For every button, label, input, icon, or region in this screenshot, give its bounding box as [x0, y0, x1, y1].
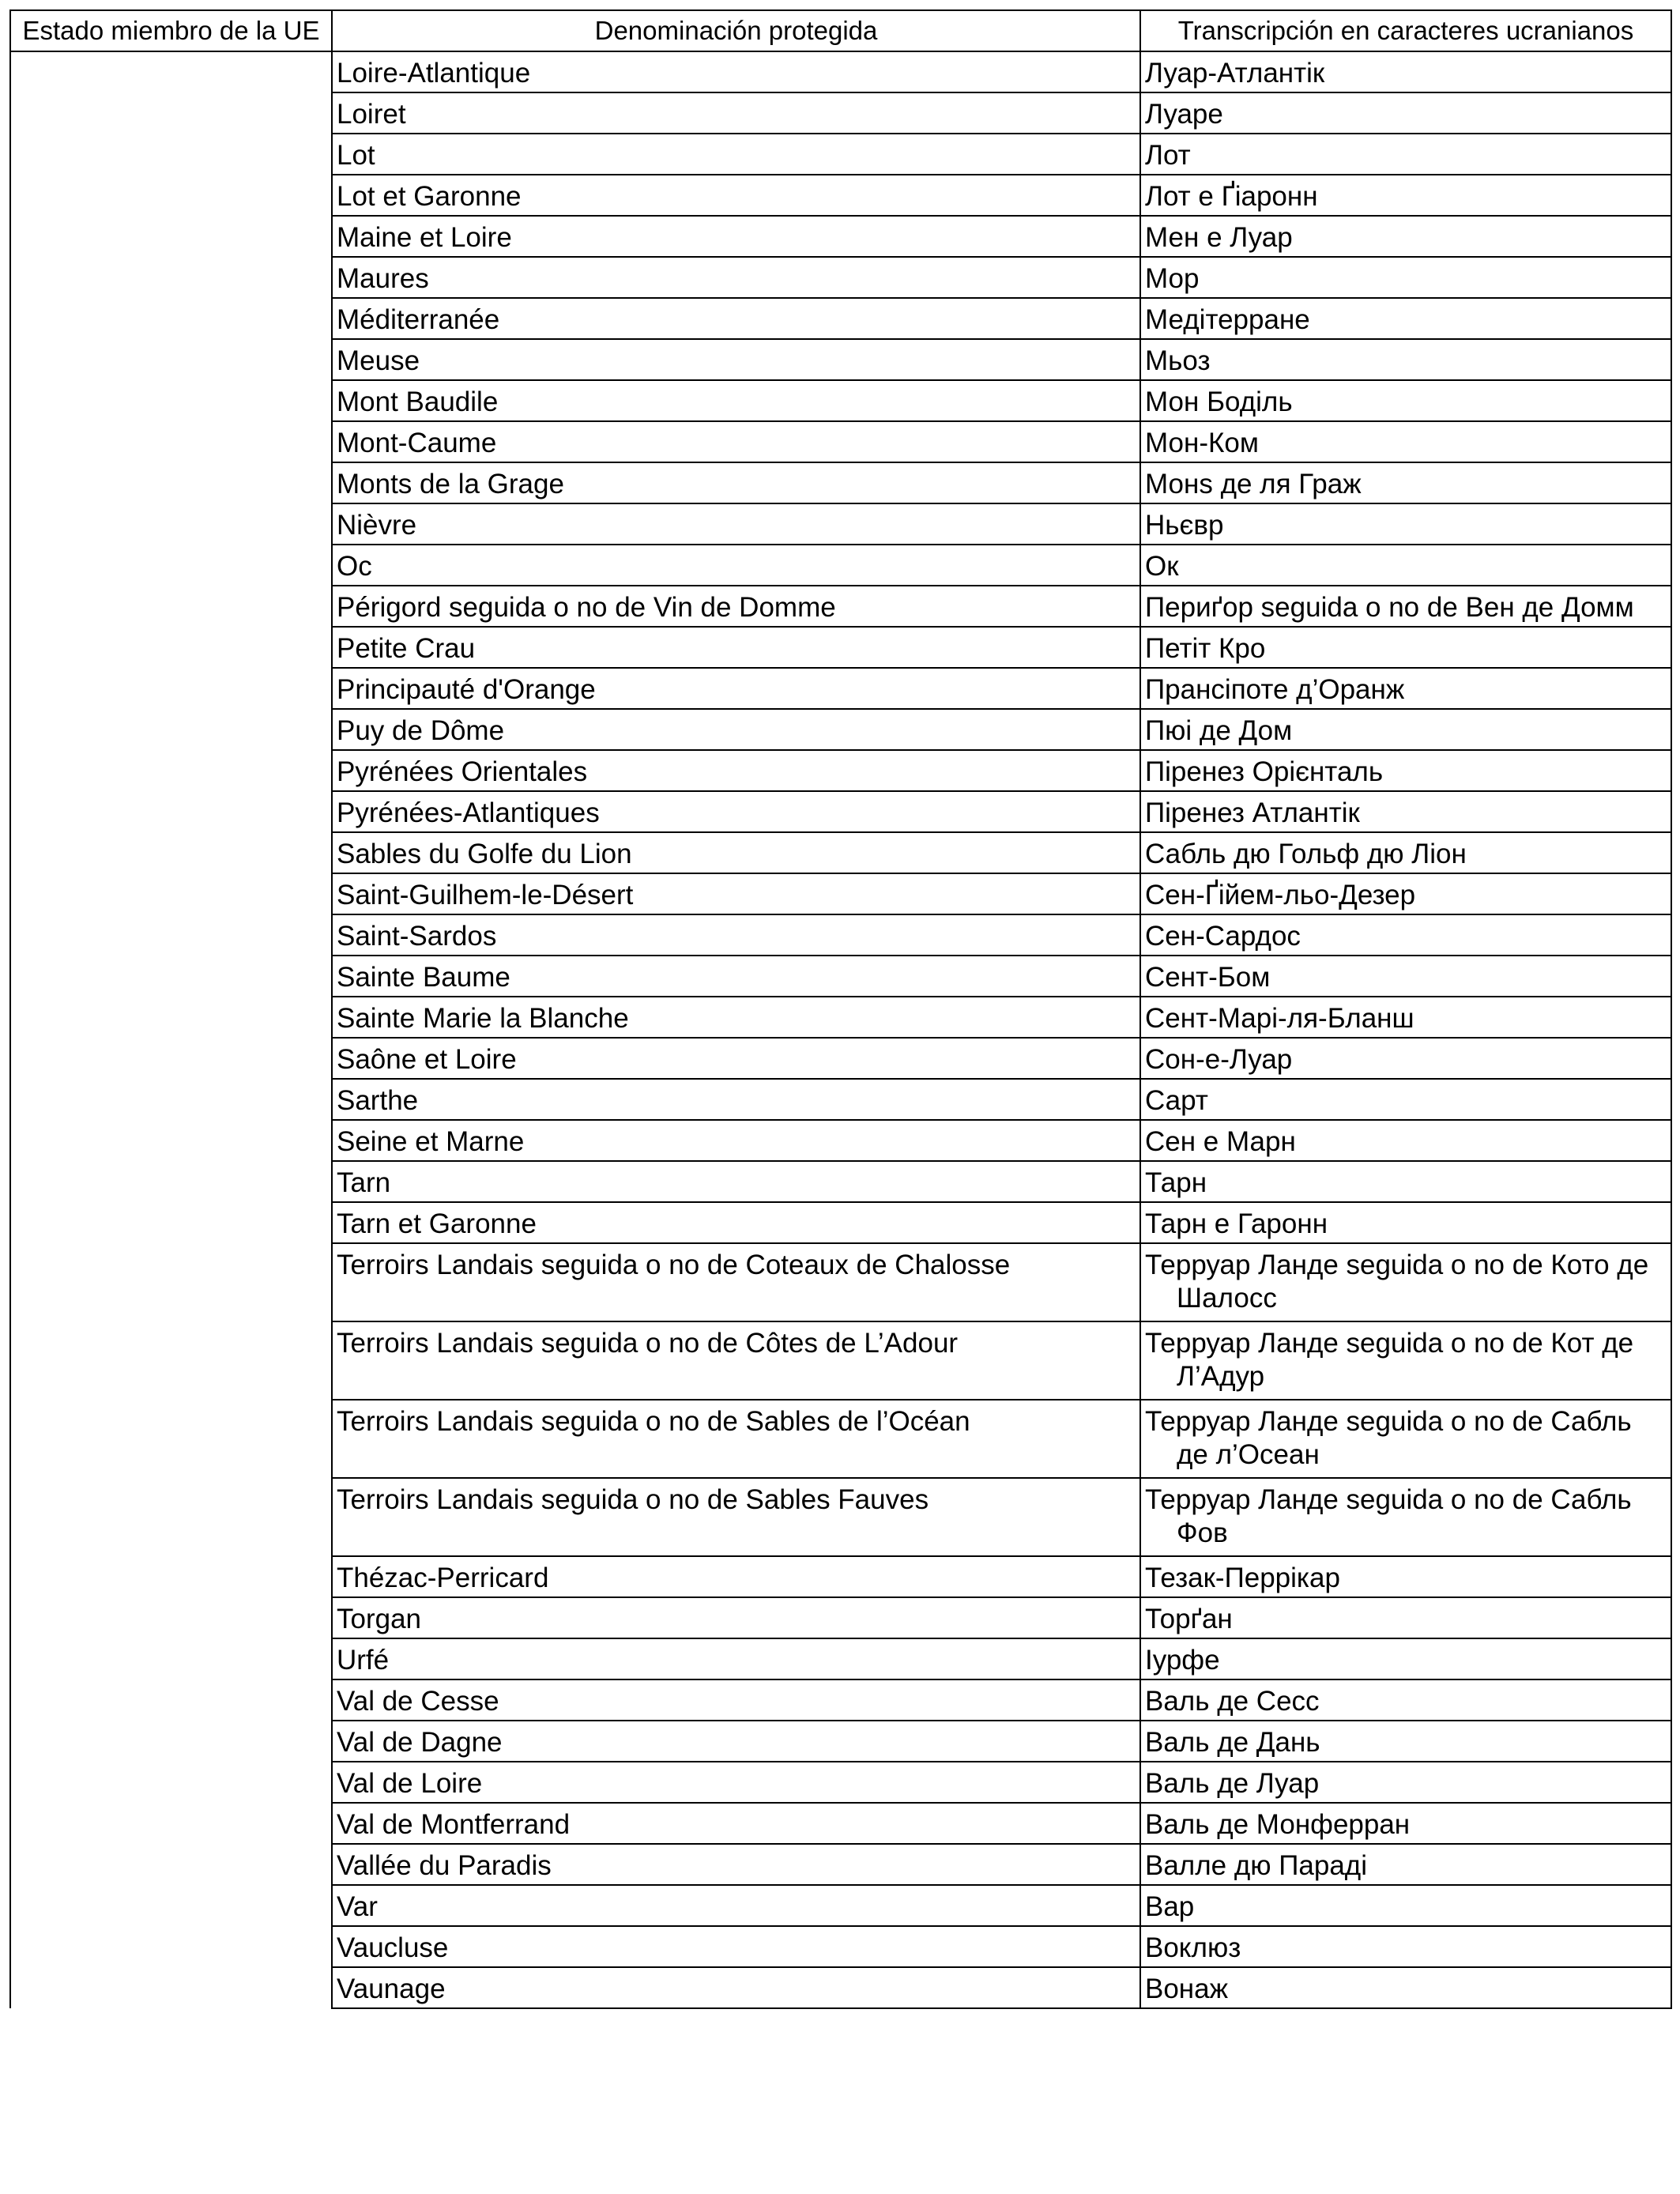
- member-state-cell: [10, 92, 332, 134]
- transcription-cell: [1140, 750, 1671, 791]
- transcription-cell: [1140, 462, 1671, 503]
- header-member-state: Estado miembro de la UE: [10, 10, 332, 51]
- transcription-cell: [1140, 668, 1671, 709]
- member-state-cell: [10, 668, 332, 709]
- protected-name-cell: Val de Montferrand: [332, 1803, 1140, 1844]
- member-state-cell: [10, 627, 332, 668]
- table-header-row: [10, 10, 1671, 51]
- member-state-cell: [10, 1079, 332, 1120]
- table-row: [10, 1038, 1671, 1079]
- table-row: [10, 1638, 1671, 1679]
- transcription-text: Терруар Ланде seguida o no de Сабль де л’Осеан: [1145, 1406, 1632, 1470]
- member-state-cell: [10, 1400, 332, 1478]
- protected-name-cell: Terroirs Landais seguida o no de Sables de l’Océan: [332, 1400, 1140, 1478]
- protected-name-cell: Var: [332, 1885, 1140, 1926]
- table-row: [10, 380, 1671, 421]
- transcription-text: Периґор seguida o no de Вен де Домм: [1145, 592, 1634, 623]
- member-state-cell: [10, 1597, 332, 1638]
- table-row: [10, 1967, 1671, 2008]
- protected-name-cell: Saint-Guilhem-le-Désert: [332, 873, 1140, 914]
- transcription-text: Воклюз: [1145, 1932, 1241, 1963]
- transcription-text: Ок: [1145, 551, 1179, 582]
- transcription-text: Торґан: [1145, 1604, 1233, 1634]
- transcription-cell: [1140, 1079, 1671, 1120]
- transcription-text: Тарн: [1145, 1167, 1207, 1198]
- transcription-text: Іурфе: [1145, 1645, 1220, 1676]
- transcription-text: Лот: [1145, 140, 1191, 171]
- protected-name-cell: Meuse: [332, 339, 1140, 380]
- transcription-text: Валь де Сесс: [1145, 1686, 1320, 1717]
- table-row: [10, 1803, 1671, 1844]
- member-state-cell: [10, 257, 332, 298]
- transcription-text: Мон Боділь: [1145, 386, 1293, 417]
- table-row: [10, 1721, 1671, 1762]
- table-row: [10, 1243, 1671, 1321]
- member-state-cell: [10, 1161, 332, 1202]
- transcription-cell: [1140, 1762, 1671, 1803]
- protected-name-cell: Nièvre: [332, 503, 1140, 545]
- transcription-text: Терруар Ланде seguida o no de Кот де Л’Адур: [1145, 1328, 1634, 1392]
- transcription-cell: [1140, 1967, 1671, 2008]
- protected-name-cell: Val de Loire: [332, 1762, 1140, 1803]
- transcription-cell: [1140, 1803, 1671, 1844]
- transcription-cell: [1140, 1120, 1671, 1161]
- transcription-cell: [1140, 1321, 1671, 1400]
- table-row: [10, 175, 1671, 216]
- transcription-text: Луар-Атлантік: [1145, 58, 1325, 89]
- transcription-cell: [1140, 1478, 1671, 1556]
- transcription-cell: [1140, 503, 1671, 545]
- table-row: [10, 914, 1671, 956]
- transcription-text: Петіт Кро: [1145, 633, 1266, 664]
- table-row: [10, 873, 1671, 914]
- table-row: [10, 1679, 1671, 1721]
- member-state-cell: [10, 873, 332, 914]
- member-state-cell: [10, 1844, 332, 1885]
- protected-name-cell: Sables du Golfe du Lion: [332, 832, 1140, 873]
- table-row: [10, 1202, 1671, 1243]
- transcription-cell: [1140, 1038, 1671, 1079]
- transcription-cell: [1140, 257, 1671, 298]
- transcription-cell: [1140, 380, 1671, 421]
- protected-name-cell: Val de Cesse: [332, 1679, 1140, 1721]
- transcription-text: Мон-Ком: [1145, 428, 1259, 458]
- member-state-cell: [10, 750, 332, 791]
- transcription-text: Піренез Орієнталь: [1145, 756, 1384, 787]
- transcription-cell: [1140, 1638, 1671, 1679]
- protected-name-cell: Lot: [332, 134, 1140, 175]
- transcription-text: Сен-Ґійем-льо-Дезер: [1145, 880, 1416, 910]
- transcription-cell: [1140, 1844, 1671, 1885]
- header-protected-name: Denominación protegida: [332, 10, 1140, 51]
- transcription-cell: [1140, 92, 1671, 134]
- transcription-text: Ньєвр: [1145, 510, 1224, 541]
- transcription-text: Сент-Марі-ля-Бланш: [1145, 1003, 1414, 1034]
- table-row: [10, 1161, 1671, 1202]
- transcription-cell: [1140, 1926, 1671, 1967]
- transcription-text: Валь де Луар: [1145, 1768, 1320, 1799]
- member-state-cell: [10, 1926, 332, 1967]
- protected-name-cell: Torgan: [332, 1597, 1140, 1638]
- table-row: [10, 92, 1671, 134]
- protected-name-cell: Sainte Marie la Blanche: [332, 997, 1140, 1038]
- transcription-text: Пюі де Дом: [1145, 715, 1293, 746]
- transcription-cell: [1140, 134, 1671, 175]
- transcription-text: Вар: [1145, 1891, 1195, 1922]
- table-row: [10, 503, 1671, 545]
- transcription-text: Вонаж: [1145, 1973, 1229, 2004]
- member-state-cell: [10, 997, 332, 1038]
- protected-name-cell: Tarn et Garonne: [332, 1202, 1140, 1243]
- member-state-cell: [10, 1638, 332, 1679]
- member-state-cell: [10, 1038, 332, 1079]
- protected-name-cell: Vaunage: [332, 1967, 1140, 2008]
- table-row: [10, 1762, 1671, 1803]
- member-state-cell: [10, 462, 332, 503]
- member-state-cell: [10, 1885, 332, 1926]
- transcription-text: Мьоз: [1145, 345, 1211, 376]
- member-state-cell: [10, 709, 332, 750]
- member-state-cell: [10, 1321, 332, 1400]
- table-row: [10, 1597, 1671, 1638]
- protected-name-cell: Périgord seguida o no de Vin de Domme: [332, 586, 1140, 627]
- protected-name-cell: Lot et Garonne: [332, 175, 1140, 216]
- member-state-cell: [10, 914, 332, 956]
- transcription-text: Сен е Марн: [1145, 1126, 1296, 1157]
- member-state-cell: [10, 339, 332, 380]
- transcription-cell: [1140, 914, 1671, 956]
- protected-name-cell: Puy de Dôme: [332, 709, 1140, 750]
- member-state-cell: [10, 298, 332, 339]
- table-row: [10, 1556, 1671, 1597]
- transcription-text: Прансіпоте д’Оранж: [1145, 674, 1405, 705]
- protected-name-cell: Terroirs Landais seguida o no de Côtes de L’Adour: [332, 1321, 1140, 1400]
- member-state-cell: [10, 1679, 332, 1721]
- transcription-cell: [1140, 791, 1671, 832]
- table-row: [10, 997, 1671, 1038]
- table-row: [10, 586, 1671, 627]
- table-row: [10, 1926, 1671, 1967]
- transcription-cell: [1140, 997, 1671, 1038]
- table-row: [10, 339, 1671, 380]
- protected-name-cell: Loiret: [332, 92, 1140, 134]
- transcription-cell: [1140, 586, 1671, 627]
- protected-name-cell: Maine et Loire: [332, 216, 1140, 257]
- transcription-cell: [1140, 1885, 1671, 1926]
- table-row: [10, 1079, 1671, 1120]
- member-state-cell: [10, 1243, 332, 1321]
- table-row: [10, 1478, 1671, 1556]
- protected-name-cell: Méditerranée: [332, 298, 1140, 339]
- member-state-cell: [10, 1120, 332, 1161]
- transcription-cell: [1140, 545, 1671, 586]
- member-state-cell: [10, 421, 332, 462]
- transcription-cell: [1140, 1597, 1671, 1638]
- transcription-cell: [1140, 1243, 1671, 1321]
- transcription-text: Мор: [1145, 263, 1200, 294]
- transcription-cell: [1140, 51, 1671, 92]
- protected-name-cell: Sarthe: [332, 1079, 1140, 1120]
- transcription-text: Валь де Дань: [1145, 1727, 1320, 1758]
- transcription-cell: [1140, 873, 1671, 914]
- member-state-cell: [10, 1721, 332, 1762]
- protected-name-cell: Terroirs Landais seguida o no de Coteaux de Chalosse: [332, 1243, 1140, 1321]
- protected-name-cell: Seine et Marne: [332, 1120, 1140, 1161]
- protected-name-cell: Val de Dagne: [332, 1721, 1140, 1762]
- protected-name-cell: Saint-Sardos: [332, 914, 1140, 956]
- table-row: [10, 750, 1671, 791]
- transcription-cell: [1140, 1721, 1671, 1762]
- member-state-cell: [10, 503, 332, 545]
- transcription-cell: [1140, 298, 1671, 339]
- protected-name-cell: Saône et Loire: [332, 1038, 1140, 1079]
- transcription-cell: [1140, 1556, 1671, 1597]
- protected-name-cell: Vallée du Paradis: [332, 1844, 1140, 1885]
- table-row: [10, 1844, 1671, 1885]
- protected-name-cell: Thézac-Perricard: [332, 1556, 1140, 1597]
- transcription-cell: [1140, 421, 1671, 462]
- transcription-text: Тарн е Гаронн: [1145, 1208, 1328, 1239]
- member-state-cell: [10, 1762, 332, 1803]
- table-row: [10, 216, 1671, 257]
- transcription-cell: [1140, 709, 1671, 750]
- table-body: [10, 51, 1671, 2008]
- protected-name-cell: Pyrénées-Atlantiques: [332, 791, 1140, 832]
- transcription-text: Сарт: [1145, 1085, 1208, 1116]
- protected-name-cell: Sainte Baume: [332, 956, 1140, 997]
- protected-name-cell: Loire-Atlantique: [332, 51, 1140, 92]
- transcription-text: Валле дю Параді: [1145, 1850, 1367, 1881]
- member-state-cell: [10, 216, 332, 257]
- table-row: [10, 545, 1671, 586]
- member-state-cell: [10, 175, 332, 216]
- protected-name-cell: Principauté d'Orange: [332, 668, 1140, 709]
- protected-name-cell: Mont-Caume: [332, 421, 1140, 462]
- protected-name-cell: Maures: [332, 257, 1140, 298]
- transcription-text: Піренез Атлантік: [1145, 797, 1360, 828]
- table-row: [10, 421, 1671, 462]
- protected-name-cell: Petite Crau: [332, 627, 1140, 668]
- protected-name-cell: Mont Baudile: [332, 380, 1140, 421]
- member-state-cell: [10, 1803, 332, 1844]
- transcription-text: Сон-е-Луар: [1145, 1044, 1293, 1075]
- transcription-text: Сабль дю Гольф дю Ліон: [1145, 839, 1467, 869]
- member-state-cell: [10, 1202, 332, 1243]
- transcription-cell: [1140, 956, 1671, 997]
- table-row: [10, 627, 1671, 668]
- transcription-cell: [1140, 339, 1671, 380]
- transcription-cell: [1140, 832, 1671, 873]
- transcription-text: Сент-Бом: [1145, 962, 1271, 993]
- transcription-cell: [1140, 1679, 1671, 1721]
- table-row: [10, 257, 1671, 298]
- protected-name-cell: Terroirs Landais seguida o no de Sables Fauves: [332, 1478, 1140, 1556]
- transcription-cell: [1140, 627, 1671, 668]
- member-state-cell: [10, 1556, 332, 1597]
- member-state-cell: [10, 134, 332, 175]
- member-state-cell: [10, 1967, 332, 2008]
- table-row: [10, 791, 1671, 832]
- transcription-text: Мен е Луар: [1145, 222, 1293, 253]
- protected-names-table: [9, 9, 1672, 2009]
- table-row: [10, 1400, 1671, 1478]
- transcription-text: Терруар Ланде seguida o no de Кото де Шалосс: [1145, 1250, 1649, 1314]
- protected-name-cell: Oc: [332, 545, 1140, 586]
- table-row: [10, 709, 1671, 750]
- member-state-cell: [10, 832, 332, 873]
- transcription-text: Луаре: [1145, 99, 1223, 130]
- member-state-cell: [10, 791, 332, 832]
- table-row: [10, 832, 1671, 873]
- member-state-cell: [10, 586, 332, 627]
- member-state-cell: [10, 51, 332, 92]
- transcription-text: Лот е Ґіаронн: [1145, 181, 1318, 212]
- transcription-cell: [1140, 175, 1671, 216]
- table-row: [10, 1321, 1671, 1400]
- protected-name-cell: Pyrénées Orientales: [332, 750, 1140, 791]
- member-state-cell: [10, 956, 332, 997]
- header-transcription: Transcripción en caracteres ucranianos: [1140, 10, 1671, 51]
- table-row: [10, 668, 1671, 709]
- transcription-cell: [1140, 1400, 1671, 1478]
- table-row: [10, 51, 1671, 92]
- transcription-text: Медітерране: [1145, 304, 1310, 335]
- transcription-cell: [1140, 1202, 1671, 1243]
- table-row: [10, 462, 1671, 503]
- member-state-cell: [10, 1478, 332, 1556]
- transcription-text: Монs де ля Граж: [1145, 469, 1362, 499]
- table-row: [10, 298, 1671, 339]
- protected-name-cell: Tarn: [332, 1161, 1140, 1202]
- transcription-text: Сен-Сардос: [1145, 921, 1301, 952]
- protected-name-cell: Monts de la Grage: [332, 462, 1140, 503]
- member-state-cell: [10, 545, 332, 586]
- table-row: [10, 1120, 1671, 1161]
- transcription-text: Тезак-Перрікар: [1145, 1563, 1340, 1593]
- transcription-text: Валь де Монферран: [1145, 1809, 1411, 1840]
- transcription-text: Терруар Ланде seguida o no de Сабль Фов: [1145, 1484, 1632, 1548]
- protected-name-cell: Urfé: [332, 1638, 1140, 1679]
- table-row: [10, 134, 1671, 175]
- table-row: [10, 956, 1671, 997]
- member-state-cell: [10, 380, 332, 421]
- protected-name-cell: Vaucluse: [332, 1926, 1140, 1967]
- transcription-cell: [1140, 1161, 1671, 1202]
- transcription-cell: [1140, 216, 1671, 257]
- table-row: [10, 1885, 1671, 1926]
